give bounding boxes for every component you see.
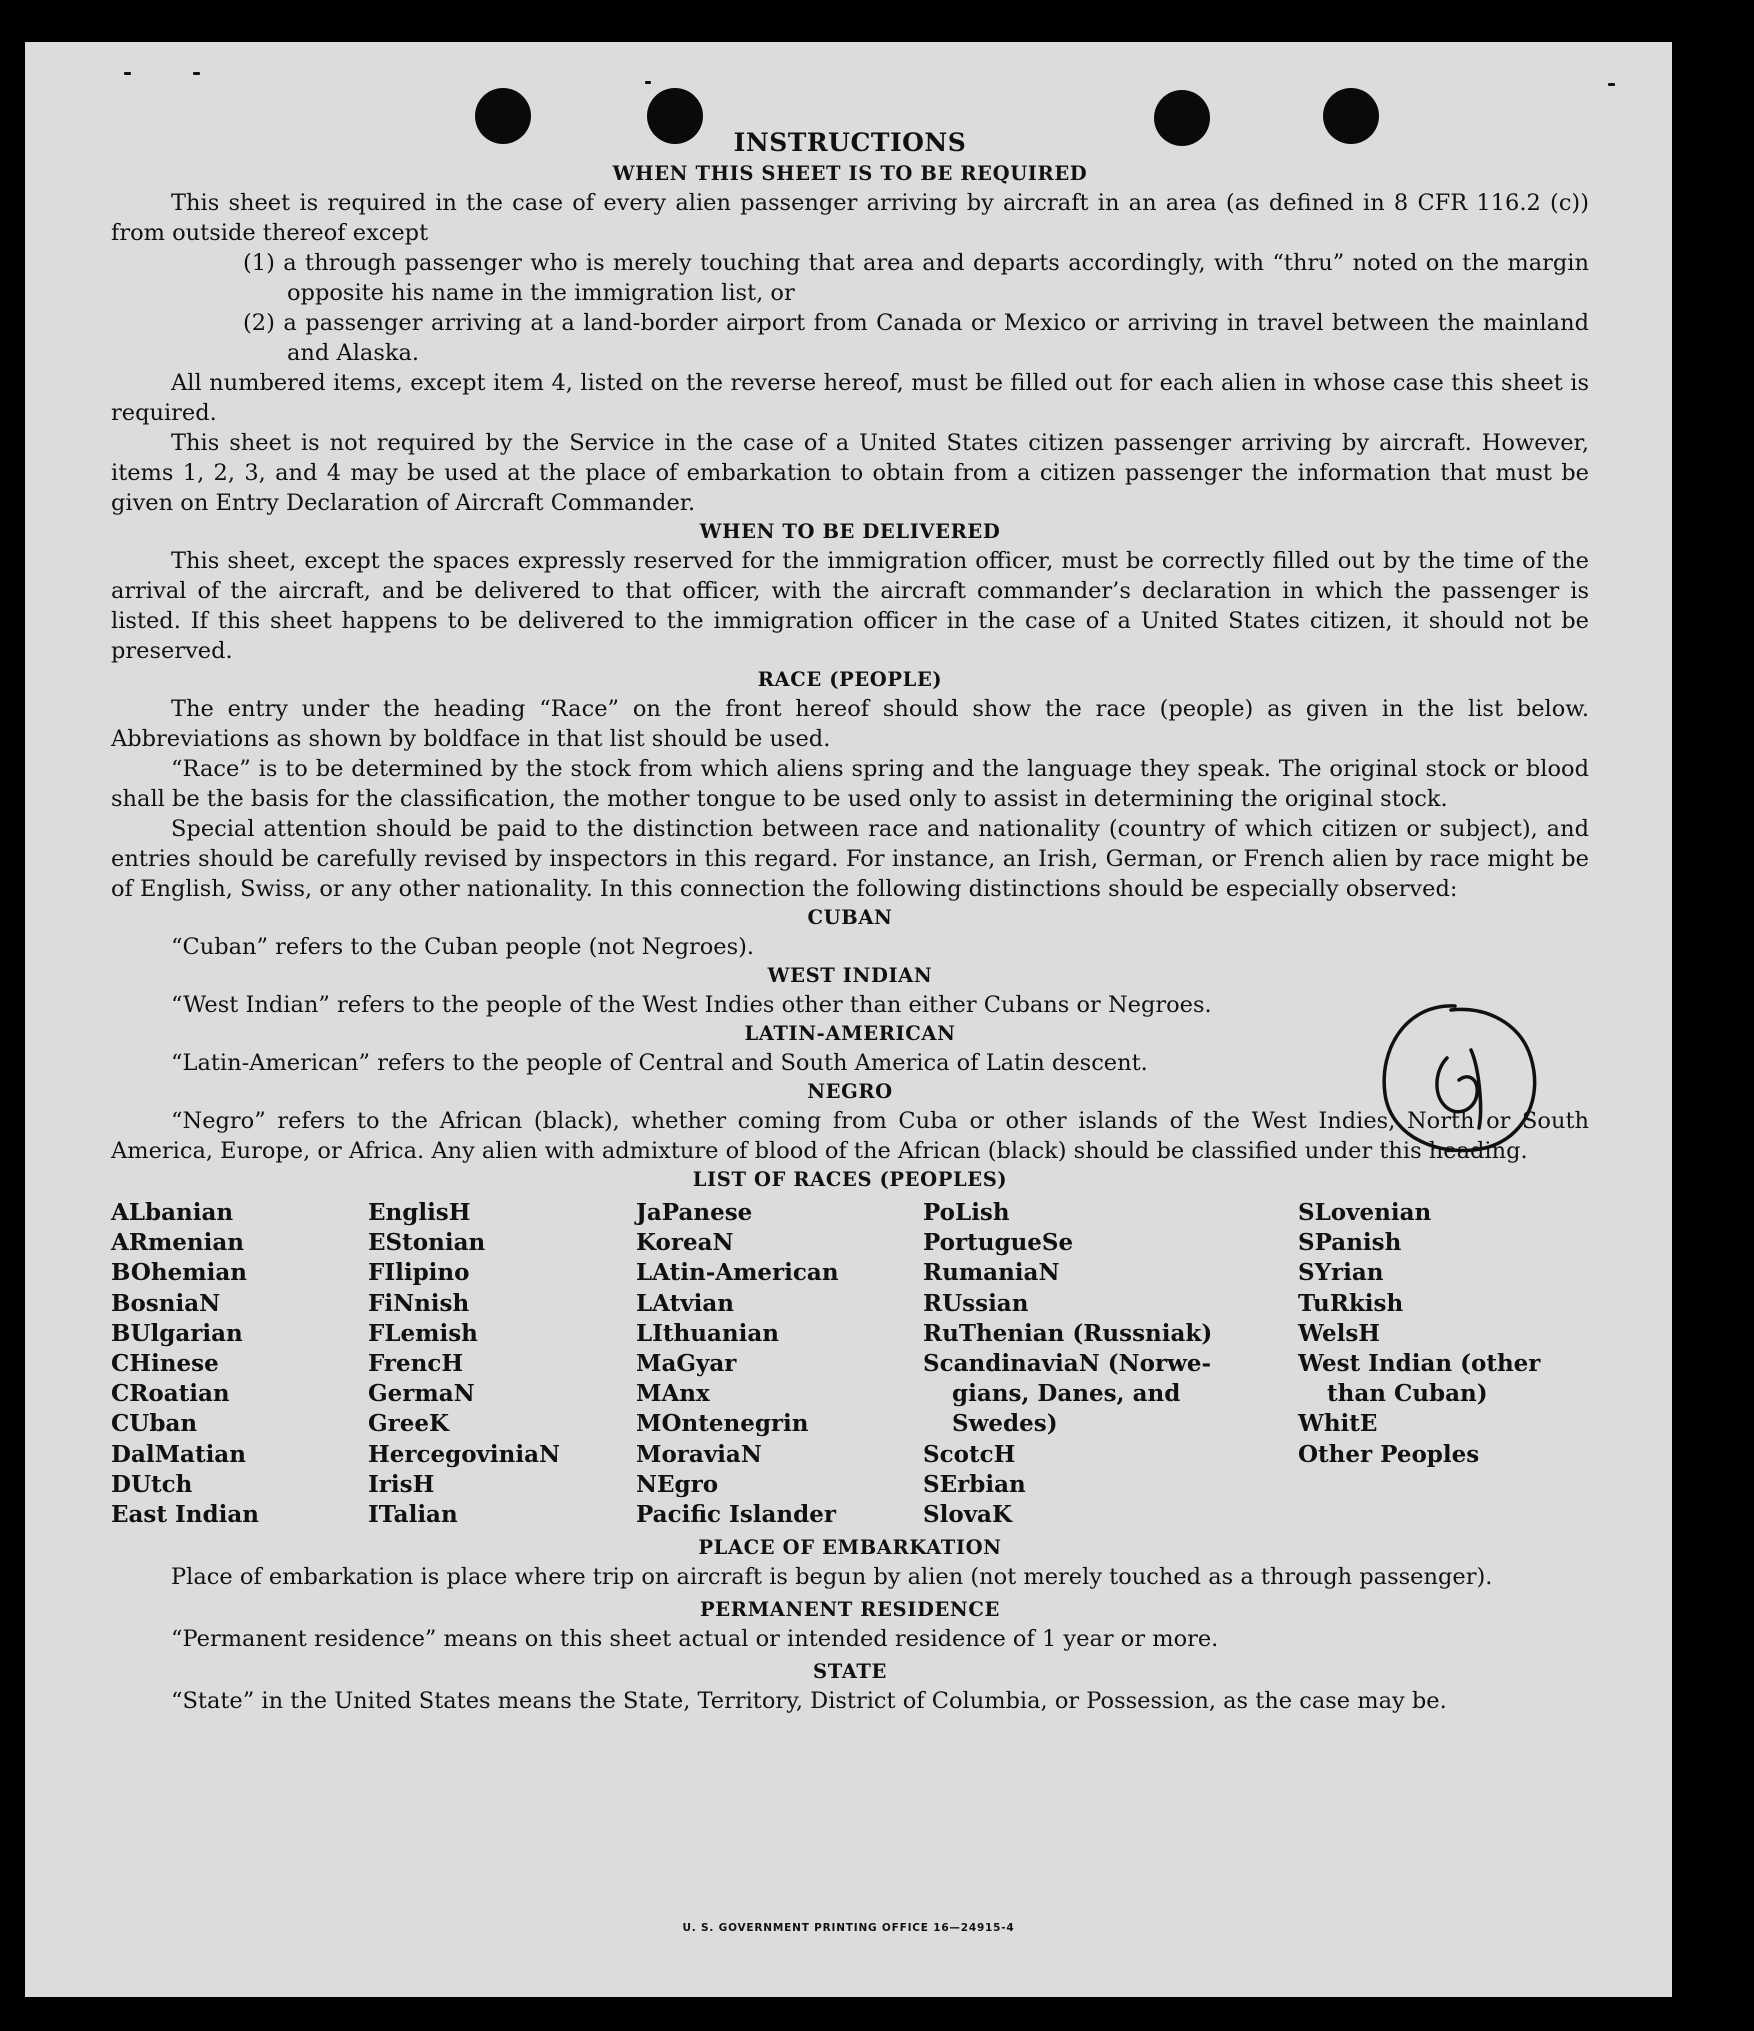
- printer-imprint: U. S. GOVERNMENT PRINTING OFFICE 16—24915-4: [682, 1922, 1015, 1934]
- instructions-content: [111, 126, 1589, 1716]
- paragraph: “Negro” refers to the African (black), whether coming from Cuba or other islands of the West Indies, North or South America, Europe, or Africa. Any alien with admixture of blood of the African (black) should be classified under this heading.: [111, 1108, 1589, 1164]
- race-item: MOntenegrin: [636, 1410, 809, 1438]
- race-item: RumaniaN: [923, 1259, 1060, 1287]
- section-heading: PLACE OF EMBARKATION: [698, 1536, 1002, 1560]
- race-item: gians, Danes, and: [952, 1380, 1181, 1408]
- race-item: GermaN: [368, 1380, 475, 1408]
- paragraph: “Race” is to be determined by the stock from which aliens spring and the language they speak. The original stock or blood shall be the basis for the classification, the mother tongue to be used only to assist in determining the original stock.: [111, 756, 1589, 812]
- race-column: [923, 1198, 1298, 1530]
- race-item: WhitE: [1298, 1410, 1378, 1438]
- race-item: SPanish: [1298, 1229, 1402, 1257]
- race-column: [1298, 1198, 1588, 1530]
- race-item: MaGyar: [636, 1350, 737, 1378]
- race-item: EStonian: [368, 1229, 486, 1257]
- section-heading: RACE (PEOPLE): [757, 668, 943, 691]
- race-item: Other Peoples: [1298, 1440, 1480, 1468]
- paragraph: This sheet is required in the case of every alien passenger arriving by aircraft in an area (as defined in 8 CFR 116.2 (c)) from outside thereof except: [111, 190, 1589, 246]
- race-item: SErbian: [923, 1470, 1026, 1498]
- section-heading: WEST INDIAN: [767, 964, 933, 987]
- race-item: HercegoviniaN: [368, 1440, 561, 1468]
- race-column: [111, 1198, 368, 1530]
- race-item: RuThenian (Russniak): [923, 1319, 1213, 1347]
- race-item: LAtin-American: [636, 1259, 839, 1287]
- race-item: KoreaN: [636, 1229, 734, 1257]
- race-item: BosniaN: [111, 1289, 221, 1317]
- race-item: NEgro: [636, 1470, 719, 1498]
- speck: [1608, 83, 1615, 86]
- race-item: ITalian: [368, 1501, 458, 1529]
- race-item: Pacific Islander: [636, 1501, 836, 1529]
- race-item: LIthuanian: [636, 1319, 779, 1347]
- section-heading: CUBAN: [807, 906, 893, 929]
- section-heading: STATE: [813, 1660, 887, 1684]
- race-item: BOhemian: [111, 1259, 247, 1287]
- list-item: (1) a through passenger who is merely touching that area and departs accordingly, with “thru” noted on the margin opposite his name in the immigration list, or: [243, 250, 1589, 306]
- paragraph: The entry under the heading “Race” on the front hereof should show the race (people) as given in the list below. Abbreviations as shown by boldface in that list should be used.: [111, 696, 1589, 752]
- paragraph: “Latin-American” refers to the people of Central and South America of Latin descent.: [171, 1050, 1148, 1076]
- section-heading: LATIN-AMERICAN: [744, 1022, 956, 1045]
- race-item: MAnx: [636, 1380, 710, 1408]
- section-heading: LIST OF RACES (PEOPLES): [692, 1168, 1008, 1191]
- race-item: IrisH: [368, 1470, 435, 1498]
- race-item: SYrian: [1298, 1259, 1384, 1287]
- race-item: East Indian: [111, 1501, 259, 1529]
- paragraph: Place of embarkation is place where trip on aircraft is begun by alien (not merely touched as a through passenger).: [171, 1564, 1493, 1591]
- speck: [193, 72, 200, 75]
- race-item: PortugueSe: [923, 1229, 1074, 1257]
- race-item: JaPanese: [636, 1199, 753, 1226]
- race-item: FLemish: [368, 1319, 478, 1347]
- paragraph: This sheet, except the spaces expressly reserved for the immigration officer, must be correctly filled out by the time of the arrival of the aircraft, and be delivered to that officer, with the aircraft commander’s declaration in which the passenger is listed. If this sheet happens to be delivered to the immigration officer in the case of a United States citizen, it should not be preserved.: [111, 548, 1589, 664]
- race-item: ScotcH: [923, 1440, 1016, 1468]
- paragraph: “State” in the United States means the State, Territory, District of Columbia, or Possession, as the case may be.: [171, 1688, 1447, 1715]
- race-item: EnglisH: [368, 1199, 471, 1226]
- page-title: INSTRUCTIONS: [733, 128, 967, 157]
- race-item: PoLish: [923, 1199, 1010, 1226]
- document-sheet: [25, 42, 1672, 1997]
- list-item: (2) a passenger arriving at a land-border airport from Canada or Mexico or arriving in travel between the mainland and Alaska.: [243, 310, 1589, 366]
- race-column: [636, 1198, 923, 1530]
- section-heading: NEGRO: [807, 1080, 893, 1103]
- race-item: LAtvian: [636, 1289, 734, 1317]
- race-item: FIlipino: [368, 1259, 470, 1287]
- paragraph: “Cuban” refers to the Cuban people (not Negroes).: [171, 934, 755, 960]
- race-item: West Indian (other: [1298, 1350, 1541, 1378]
- race-item: ALbanian: [111, 1199, 234, 1226]
- race-item: DalMatian: [111, 1440, 246, 1468]
- race-item: BUlgarian: [111, 1319, 243, 1347]
- race-item: RUssian: [923, 1289, 1029, 1317]
- race-item: FrencH: [368, 1350, 464, 1378]
- race-item: CRoatian: [111, 1380, 230, 1408]
- paragraph: “West Indian” refers to the people of the West Indies other than either Cubans or Negroes.: [171, 992, 1212, 1018]
- race-item: SlovaK: [923, 1501, 1012, 1529]
- race-item: CHinese: [111, 1350, 219, 1378]
- race-list: [111, 1198, 1589, 1530]
- race-item: SLovenian: [1298, 1199, 1432, 1226]
- race-item: ARmenian: [111, 1229, 245, 1257]
- handwritten-circled-mark: [1375, 998, 1545, 1168]
- race-column: [368, 1198, 636, 1530]
- section-heading: WHEN THIS SHEET IS TO BE REQUIRED: [612, 162, 1088, 185]
- paragraph: All numbered items, except item 4, listed on the reverse hereof, must be filled out for each alien in whose case this sheet is required.: [111, 370, 1589, 426]
- race-item: CUban: [111, 1410, 198, 1438]
- speck: [645, 81, 651, 84]
- race-item: ScandinaviaN (Norwe-: [923, 1350, 1212, 1378]
- paragraph: This sheet is not required by the Service in the case of a United States citizen passenger arriving by aircraft. However, items 1, 2, 3, and 4 may be used at the place of embarkation to obtain from a citizen passenger the information that must be given on Entry Declaration of Aircraft Commander.: [111, 430, 1589, 516]
- race-item: DUtch: [111, 1470, 193, 1498]
- section-heading: PERMANENT RESIDENCE: [700, 1598, 1000, 1622]
- paragraph: Special attention should be paid to the distinction between race and nationality (country of which citizen or subject), and entries should be carefully revised by inspectors in this regard. For instance, an Irish, German, or French alien by race might be of English, Swiss, or any other nationality. In this connection the following distinctions should be especially observed:: [111, 816, 1589, 902]
- race-item: WelsH: [1298, 1319, 1381, 1347]
- race-item: TuRkish: [1298, 1289, 1404, 1317]
- speck: [124, 72, 131, 75]
- paragraph: “Permanent residence” means on this sheet actual or intended residence of 1 year or more.: [171, 1626, 1219, 1653]
- race-item: than Cuban): [1327, 1380, 1488, 1408]
- section-heading: WHEN TO BE DELIVERED: [699, 520, 1001, 543]
- race-item: MoraviaN: [636, 1440, 762, 1468]
- race-item: FiNnish: [368, 1289, 470, 1317]
- race-item: GreeK: [368, 1410, 450, 1438]
- race-item: Swedes): [952, 1410, 1058, 1438]
